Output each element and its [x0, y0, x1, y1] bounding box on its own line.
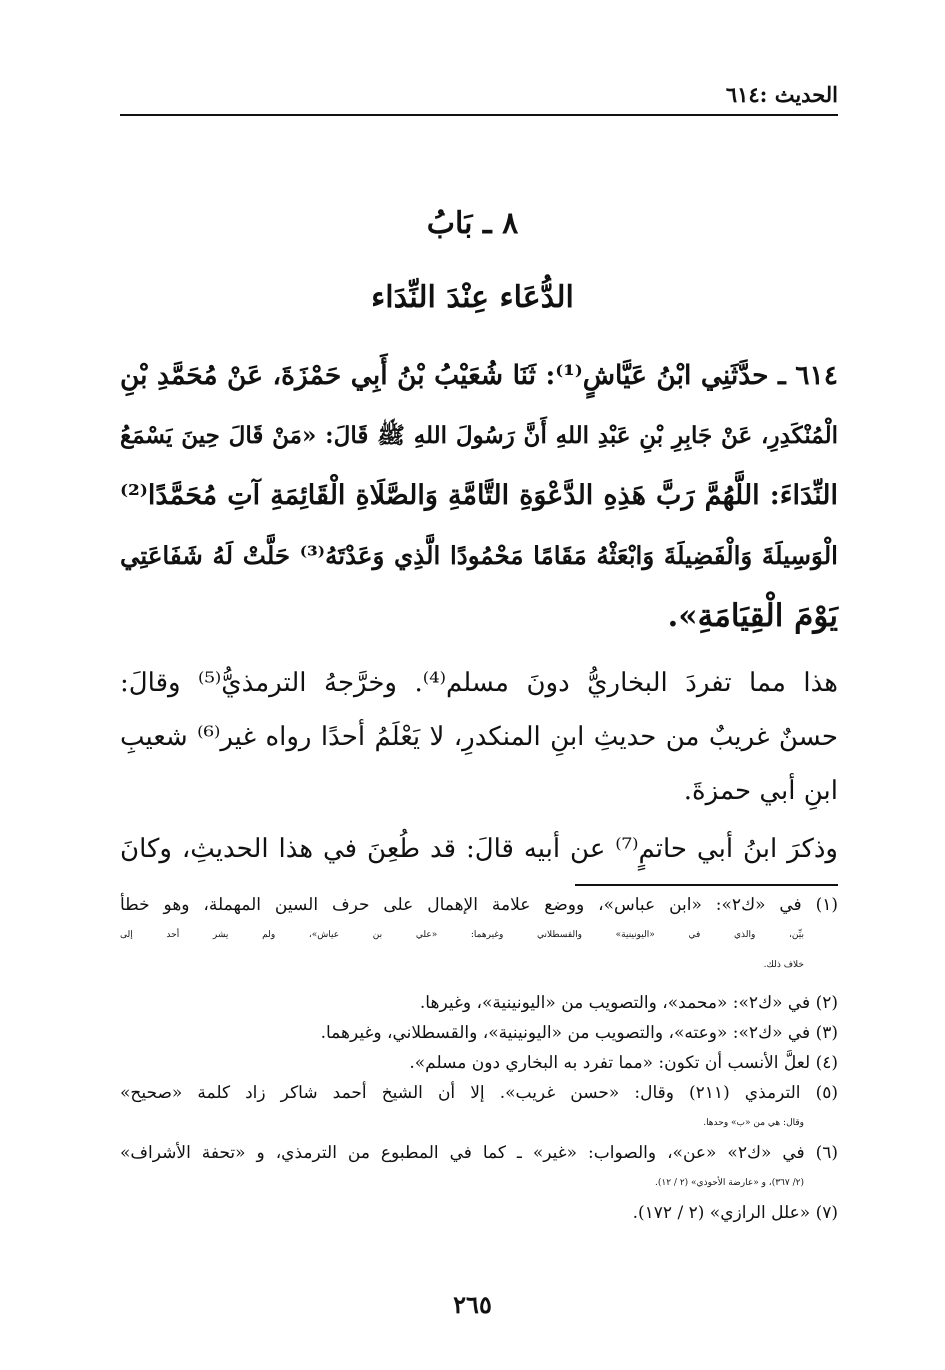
footnote-line: (٧) «علل الرازي» (٢ / ١٧٢). — [632, 1203, 838, 1223]
footnote-line: (٢) في «ك٢»: «محمد»، والتصويب من «اليونينية»، وغيرها. — [419, 993, 838, 1013]
footnote — [120, 1018, 838, 1048]
page-number: ٢٦٥ — [453, 1290, 492, 1319]
commentary-paragraph-1 — [120, 656, 838, 818]
commentary-paragraph-2 — [120, 822, 838, 876]
hadith-text — [120, 346, 838, 646]
chapter-title: الدُّعَاء عِنْدَ النِّدَاء — [371, 280, 574, 315]
commentary-line: هذا مما تفردَ البخاريُّ دونَ مسلم⁽⁴⁾. وخرَّجهُ الترمذيُّ⁽⁵⁾ وقالَ: — [120, 668, 838, 698]
footnote — [120, 1138, 838, 1198]
footnote — [120, 988, 838, 1018]
footnotes — [120, 890, 838, 1228]
commentary-line: وذكرَ ابنُ أبي حاتمٍ⁽⁷⁾ عن أبيه قالَ: قد طُعِنَ في هذا الحديثِ، وكانَ — [120, 834, 838, 864]
footnote-line: (٥) الترمذي (٢١١) وقال: «حسن غريب». إلا أن الشيخ أحمد شاكر زاد كلمة «صحيح» — [120, 1083, 838, 1103]
footnote-separator — [575, 884, 838, 886]
footnote-line: (٣) في «ك٢»: «وعته»، والتصويب من «اليونينية»، والقسطلاني، وغيرهما. — [320, 1023, 838, 1043]
hadith-line: الْمُنْكَدِرِ، عَنْ جَابِرِ بْنِ عَبْدِ اللهِ أَنَّ رَسُولَ اللهِ ﷺ قَالَ: «مَنْ قَالَ حِينَ يَسْمَعُ — [120, 422, 838, 449]
hadith-line: الْوَسِيلَةَ وَالْفَضِيلَةَ وَابْعَثْهُ مَقَامًا مَحْمُودًا الَّذِي وَعَدْتَهُ⁽³⁾ حَلَّتْ لَهُ شَفَاعَتِي — [120, 541, 838, 570]
header-rule — [120, 114, 838, 116]
footnote-line: (٢/ ٣٦٧)، و «عارضة الأحوذي» (٢ / ١٢). — [655, 1178, 804, 1188]
hadith-line: ٦١٤ ـ حدَّثَنِي ابْنُ عَيَّاشٍ⁽¹⁾: ثَنَا شُعَيْبُ بْنُ أَبِي حَمْزَةَ، عَنْ مُحَمَّدِ بْنِ — [120, 360, 838, 391]
footnote — [120, 890, 838, 980]
footnote — [120, 1078, 838, 1138]
commentary-line: ابنِ أبي حمزةَ. — [683, 776, 838, 806]
hadith-line: يَوْمَ الْقِيَامَةِ». — [667, 598, 838, 634]
footnote-line: (١) في «ك٢»: «ابن عباس»، ووضع علامة الإهمال على حرف السين المهملة، وهو خطأ — [120, 895, 838, 915]
footnote — [120, 1048, 838, 1078]
footnote-line: بيِّن، والذي في «اليونينية» والقسطلاني وغيرهما: «علي بن عياش»، ولم يشر أحد إلى — [120, 930, 804, 940]
footnote — [120, 1198, 838, 1228]
commentary-line: حسنٌ غريبٌ من حديثِ ابنِ المنكدرِ، لا يَعْلَمُ أحدًا رواه غير⁽⁶⁾ شعيبِ — [120, 722, 838, 752]
footnote-line: (٤) لعلَّ الأنسب أن تكون: «مما تفرد به البخاري دون مسلم». — [409, 1053, 838, 1073]
footnote-line: (٦) في «ك٢» «عن»، والصواب: «غير» ـ كما في المطبوع من الترمذي، و «تحفة الأشراف» — [120, 1143, 838, 1163]
footnote-line: خلاف ذلك. — [763, 960, 804, 970]
footnote-line: وقال: هي من «ب» وحدها. — [703, 1118, 804, 1128]
chapter-number: ٨ ـ بَابُ — [426, 206, 519, 241]
running-head: الحديث :٦١٤ — [725, 82, 838, 107]
hadith-line: النِّدَاءَ: اللَّهُمَّ رَبَّ هَذِهِ الدَّعْوَةِ التَّامَّةِ وَالصَّلَاةِ الْقَائِمَةِ آتِ مُحَمَّدًا⁽²⁾ — [120, 480, 838, 511]
